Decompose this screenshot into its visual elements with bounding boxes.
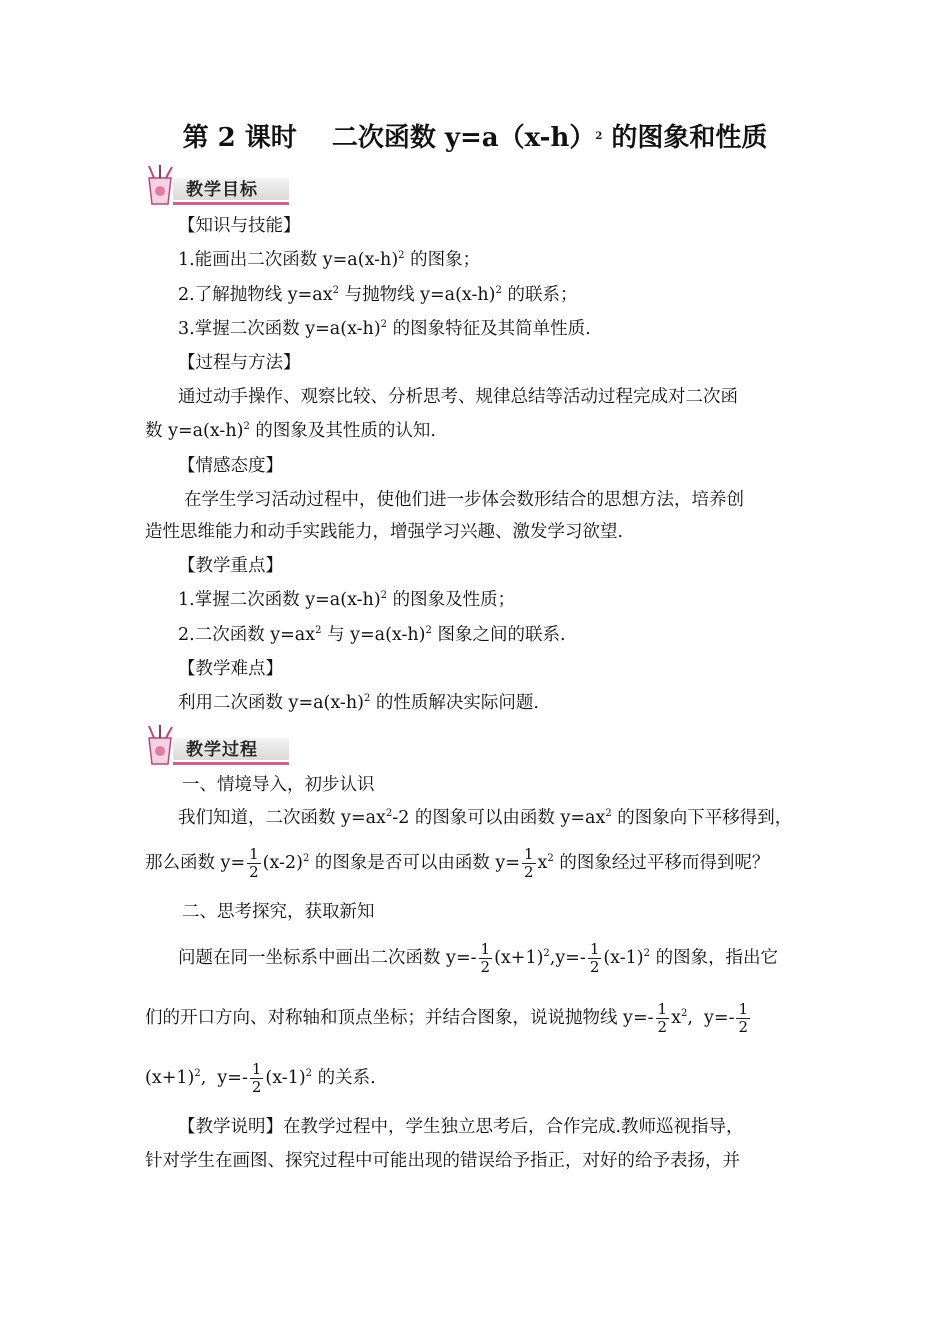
section-heading-2: 二、思考探究，获取新知	[182, 902, 375, 922]
heading-emotion: 【情感态度】	[178, 456, 283, 476]
teaching-note-line-2: 针对学生在画图、探究过程中可能出现的错误给予指正，对好的给予表扬，并	[145, 1151, 740, 1171]
fraction: $\frac{1}{2}$	[480, 940, 491, 976]
knowledge-item-1: 1.能画出二次函数 $y=a(x-h)^2$ 的图象；	[178, 250, 481, 270]
page-title: 第 2 课时 二次函数 $y=a(x-h)^2$ 的图象和性质	[182, 123, 768, 153]
knowledge-item-3: 3.掌握二次函数 $y=a(x-h)^2$ 的图象特征及其简单性质.	[178, 319, 591, 339]
fraction: $\frac{1}{2}$	[524, 845, 534, 881]
fraction: $\frac{1}{2}$	[657, 1000, 668, 1036]
heading-method: 【过程与方法】	[178, 353, 301, 373]
section-banner-process	[143, 724, 291, 766]
section-banner-goals	[143, 164, 291, 206]
teaching-note-line-1: 【教学说明】在教学过程中，学生独立思考后，合作完成.教师巡视指导，	[178, 1117, 744, 1137]
banner-label: 教学过程	[186, 740, 258, 760]
fraction: $\frac{1}{2}$	[589, 940, 600, 976]
heading-difficulty: 【教学难点】	[178, 659, 283, 679]
method-text-line-2: 数 $y=a(x-h)^2$ 的图象及其性质的认知.	[145, 421, 436, 441]
intro-text-line-2: 那么函数 y= $\frac{1}{2}$ $(x-2)^2$ 的图象是否可以由函数 y= $\frac{1}{2}$ $x^2$ 的图象经过平移而得到呢？	[145, 845, 770, 881]
pencil-cup-icon	[143, 164, 177, 206]
heading-key-points: 【教学重点】	[178, 556, 283, 576]
section-heading-1: 一、情境导入，初步认识	[182, 775, 375, 795]
fraction: $\frac{1}{2}$	[249, 845, 259, 881]
knowledge-item-2: 2.了解抛物线 $y=ax^2$ 与抛物线 $y=a(x-h)^2$ 的联系；	[178, 285, 578, 305]
method-text-line-1: 通过动手操作、观察比较、分析思考、规律总结等活动过程完成对二次函	[178, 387, 738, 407]
question-line-1: 问题在同一坐标系中画出二次函数 y=- $\frac{1}{2}$ $(x+1)^2,y=-$ $\frac{1}{2}$ $(x-1)^2$ 的图象，指出它	[178, 940, 779, 976]
key-point-2: 2.二次函数 $y=ax^2$ 与 $y=a(x-h)^2$ 图象之间的联系.	[178, 625, 566, 645]
pencil-cup-icon	[143, 724, 177, 766]
banner-label: 教学目标	[186, 180, 258, 200]
question-line-2: 们的开口方向、对称轴和顶点坐标；并结合图象，说说抛物线 y=- $\frac{1}{2}$ $x^2$, y=- $\frac{1}{2}$	[145, 1000, 749, 1036]
key-point-1: 1.掌握二次函数 $y=a(x-h)^2$ 的图象及性质；	[178, 590, 516, 610]
intro-text-line-1: 我们知道，二次函数 $y=ax^2-2$ 的图象可以由函数 $y=ax^2$ 的图象向下平移得到，	[178, 808, 793, 828]
difficulty-text: 利用二次函数 $y=a(x-h)^2$ 的性质解决实际问题.	[178, 693, 539, 713]
emotion-text-line-1: 在学生学习活动过程中，使他们进一步体会数形结合的思想方法，培养创	[184, 490, 744, 510]
fraction: $\frac{1}{2}$	[251, 1060, 262, 1096]
question-line-3: $(x+1)^2$, y=- $\frac{1}{2}$ $(x-1)^2$ 的关系.	[145, 1060, 376, 1096]
heading-knowledge: 【知识与技能】	[178, 216, 301, 236]
emotion-text-line-2: 造性思维能力和动手实践能力，增强学习兴趣、激发学习欲望.	[145, 522, 624, 542]
fraction: $\frac{1}{2}$	[738, 1000, 749, 1036]
